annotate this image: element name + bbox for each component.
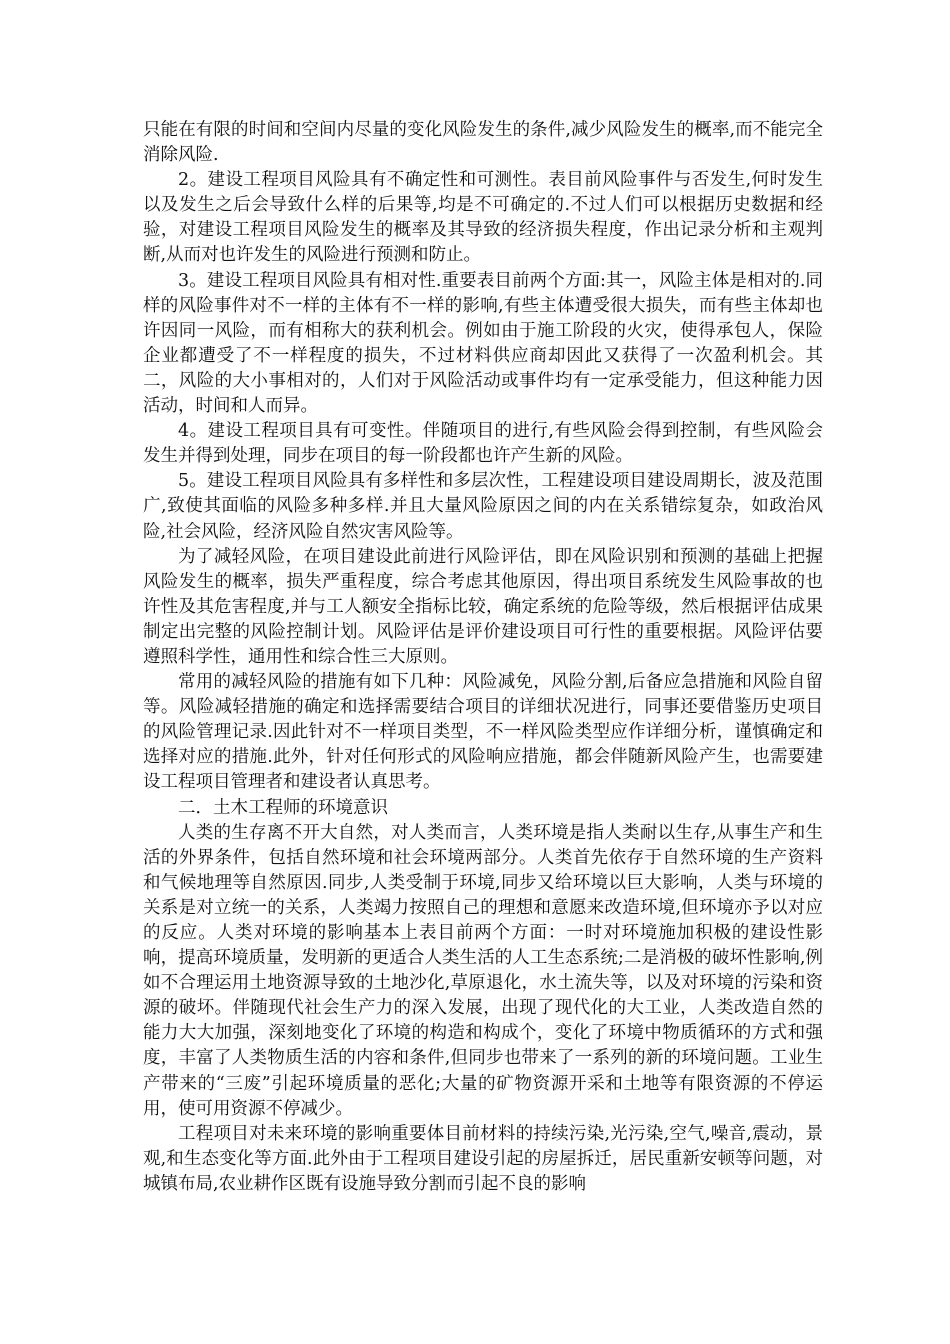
paragraph-risk-uncertainty: 2。建设工程项目风险具有不确定性和可测性。表目前风险事件与否发生,何时发生以及发生之后会导致什么样的后果等,均是不可确定的.不过人们可以根据历史数据和经验，对建设工程项目风险发生的概率及其导致的经济损失程度，作出记录分析和主观判断,从而对也许发生的风险进行预测和防止。 [143,170,823,266]
paragraph-human-environment: 人类的生存离不开大自然，对人类而言，人类环境是指人类耐以生存,从事生产和生活的外界条件，包括自然环境和社会环境两部分。人类首先依存于自然环境的生产资料和气候地理等自然原因.同步,人类受制于环境,同步又给环境以巨大影响，人类与环境的关系是对立统一的关系，人类竭力按照自己的理想和意愿来改造环境,但环境亦予以对应的反应。人类对环境的影响基本上表目前两个方面：一时对环境施加积极的建设性影响，提高环境质量，发明新的更适合人类生活的人工生态系统;二是消极的破坏性影响,例如不合理运用土地资源导致的土地沙化,草原退化，水土流失等，以及对环境的污染和资源的破坏。伴随现代社会生产力的深入发展，出现了现代化的大工业，人类改造自然的能力大大加强，深刻地变化了环境的构造和构成个，变化了环境中物质循环的方式和强度，丰富了人类物质生活的内容和条件,但同步也带来了一系列的新的环境问题。工业生产带来的“三废”引起环境质量的恶化;大量的矿物资源开采和土地等有限资源的不停运用，使可用资源不停减少。 [143,822,823,1119]
paragraph-risk-assessment: 为了减轻风险，在项目建设此前进行风险评估，即在风险识别和预测的基础上把握风险发生的概率，损失严重程度，综合考虑其他原因，得出项目系统发生风险事故的也许性及其危害程度,并与工人额安全指标比较，确定系统的危险等级，然后根据评估成果制定出完整的风险控制计划。风险评估是评价建设项目可行性的重要根据。风险评估要遵照科学性，通用性和综合性三大原则。 [143,546,823,667]
paragraph-risk-mitigation: 常用的减轻风险的措施有如下几种：风险减免，风险分割,后备应急措施和风险自留等。风险减轻措施的确定和选择需要结合项目的详细状况进行，同事还要借鉴历史项目的风险管理记录.因此针对不一样项目类型，不一样风险类型应作详细分析，谨慎确定和选择对应的措施.此外，针对任何形式的风险响应措施，都会伴随新风险产生，也需要建设工程项目管理者和建设者认真思考。 [143,672,823,793]
document-body [143,118,823,1197]
paragraph-risk-relativity: 3。建设工程项目风险具有相对性.重要表目前两个方面:其一，风险主体是相对的.同样的风险事件对不一样的主体有不一样的影响,有些主体遭受很大损失，而有些主体却也许因同一风险，而有相称大的获利机会。例如由于施工阶段的火灾，使得承包人，保险企业都遭受了不一样程度的损失，不过材料供应商却因此又获得了一次盈利机会。其二，风险的大小事相对的，人们对于风险活动或事件均有一定承受能力，但这种能力因活动，时间和人而异。 [143,270,823,417]
paragraph-continuation: 只能在有限的时间和空间内尽量的变化风险发生的条件,减少风险发生的概率,而不能完全消除风险. [143,120,823,166]
paragraph-risk-diversity: 5。建设工程项目风险具有多样性和多层次性，工程建设项目建设周期长，波及范围广,致使其面临的风险多种多样.并且大量风险原因之间的内在关系错综复杂，如政治风险,社会风险，经济风险自然灾害风险等。 [143,471,823,542]
section-heading-environment: 二．土木工程师的环境意识 [178,797,388,818]
paragraph-project-environment-impact: 工程项目对未来环境的影响重要体目前材料的持续污染,光污染,空气,噪音,震动，景观,和生态变化等方面.此外由于工程项目建设引起的房屋拆迁，居民重新安顿等问题，对城镇布局,农业耕作区既有设施导致分割而引起不良的影响 [143,1123,823,1194]
paragraph-risk-variability: 4。建设工程项目具有可变性。伴随项目的进行,有些风险会得到控制，有些风险会发生并得到处理，同步在项目的每一阶段都也许产生新的风险。 [143,421,823,467]
